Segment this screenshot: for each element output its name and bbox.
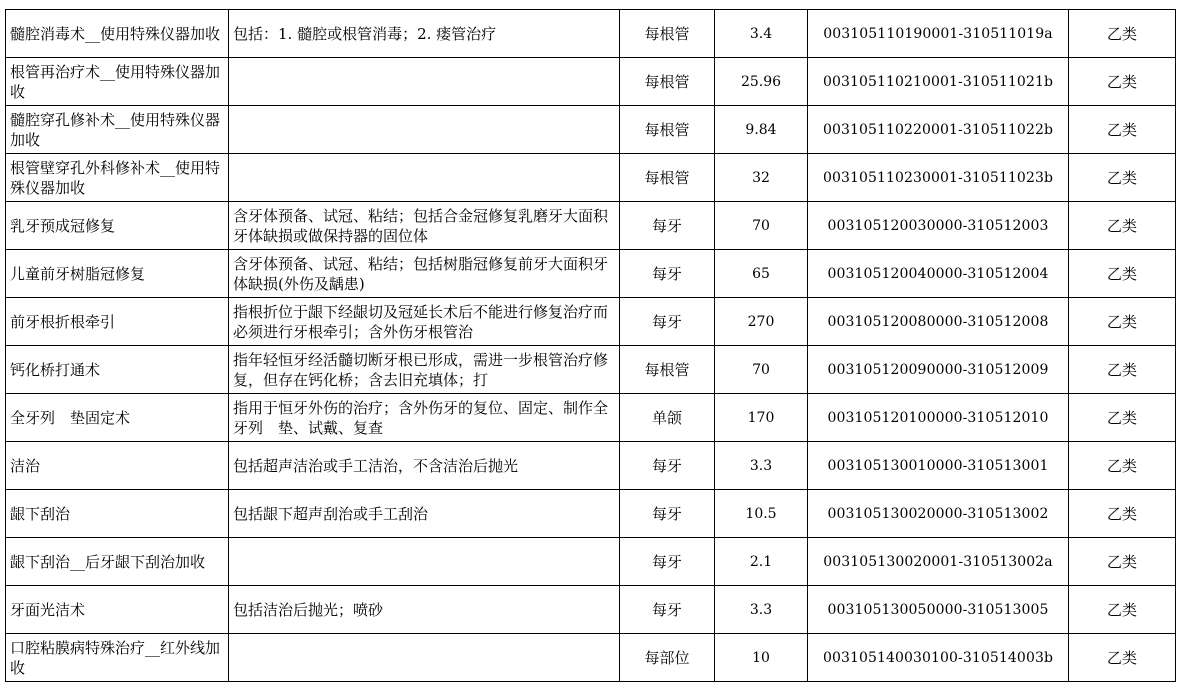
price-cell: 70 (715, 202, 808, 250)
item-code-cell: 003105110230001-310511023b (808, 154, 1069, 202)
fee-table-body (6, 10, 1176, 682)
insurance-category-cell: 乙类 (1069, 250, 1176, 298)
table-row (6, 250, 1176, 298)
pricing-unit-cell: 每根管 (620, 10, 715, 58)
insurance-category-cell: 乙类 (1069, 634, 1176, 682)
pricing-unit-cell: 每牙 (620, 442, 715, 490)
item-description-cell: 包括超声洁治或手工洁治，不含洁治后抛光 (229, 442, 620, 490)
table-row (6, 10, 1176, 58)
table-row (6, 442, 1176, 490)
item-description-cell (229, 154, 620, 202)
item-code-cell: 003105120100000-310512010 (808, 394, 1069, 442)
price-cell: 25.96 (715, 58, 808, 106)
price-cell: 3.3 (715, 442, 808, 490)
insurance-category-cell: 乙类 (1069, 58, 1176, 106)
insurance-category-cell: 乙类 (1069, 538, 1176, 586)
table-row (6, 154, 1176, 202)
pricing-unit-cell: 每根管 (620, 346, 715, 394)
item-code-cell: 003105120040000-310512004 (808, 250, 1069, 298)
price-cell: 3.4 (715, 10, 808, 58)
table-row (6, 58, 1176, 106)
insurance-category-cell: 乙类 (1069, 10, 1176, 58)
item-name-cell: 髓腔消毒术__使用特殊仪器加收 (6, 10, 229, 58)
item-name-cell: 根管壁穿孔外科修补术__使用特殊仪器加收 (6, 154, 229, 202)
item-description-cell: 指根折位于龈下经龈切及冠延长术后不能进行修复治疗而必须进行牙根牵引；含外伤牙根管治 (229, 298, 620, 346)
item-description-cell: 指用于恒牙外伤的治疗；含外伤牙的复位、固定、制作全牙列 垫、试戴、复查 (229, 394, 620, 442)
item-description-cell: 含牙体预备、试冠、粘结；包括合金冠修复乳磨牙大面积牙体缺损或做保持器的固位体 (229, 202, 620, 250)
item-name-cell: 儿童前牙树脂冠修复 (6, 250, 229, 298)
insurance-category-cell: 乙类 (1069, 106, 1176, 154)
insurance-category-cell: 乙类 (1069, 154, 1176, 202)
table-row (6, 634, 1176, 682)
item-name-cell: 根管再治疗术__使用特殊仪器加收 (6, 58, 229, 106)
item-description-cell: 指年轻恒牙经活髓切断牙根已形成，需进一步根管治疗修复，但存在钙化桥；含去旧充填体；打 (229, 346, 620, 394)
insurance-category-cell: 乙类 (1069, 442, 1176, 490)
item-code-cell: 003105110220001-310511022b (808, 106, 1069, 154)
pricing-unit-cell: 单颌 (620, 394, 715, 442)
item-description-cell: 包括龈下超声刮治或手工刮治 (229, 490, 620, 538)
item-code-cell: 003105130020000-310513002 (808, 490, 1069, 538)
item-name-cell: 龈下刮治 (6, 490, 229, 538)
item-code-cell: 003105110190001-310511019a (808, 10, 1069, 58)
item-description-cell (229, 538, 620, 586)
pricing-unit-cell: 每牙 (620, 298, 715, 346)
pricing-unit-cell: 每牙 (620, 586, 715, 634)
pricing-unit-cell: 每牙 (620, 250, 715, 298)
pricing-unit-cell: 每根管 (620, 106, 715, 154)
price-cell: 270 (715, 298, 808, 346)
insurance-category-cell: 乙类 (1069, 346, 1176, 394)
pricing-unit-cell: 每部位 (620, 634, 715, 682)
price-cell: 32 (715, 154, 808, 202)
item-name-cell: 钙化桥打通术 (6, 346, 229, 394)
item-code-cell: 003105140030100-310514003b (808, 634, 1069, 682)
insurance-category-cell: 乙类 (1069, 202, 1176, 250)
pricing-unit-cell: 每牙 (620, 490, 715, 538)
price-cell: 70 (715, 346, 808, 394)
item-name-cell: 前牙根折根牵引 (6, 298, 229, 346)
item-code-cell: 003105130010000-310513001 (808, 442, 1069, 490)
item-code-cell: 003105130020001-310513002a (808, 538, 1069, 586)
pricing-unit-cell: 每牙 (620, 202, 715, 250)
insurance-category-cell: 乙类 (1069, 586, 1176, 634)
price-cell: 9.84 (715, 106, 808, 154)
item-name-cell: 乳牙预成冠修复 (6, 202, 229, 250)
item-name-cell: 牙面光洁术 (6, 586, 229, 634)
insurance-category-cell: 乙类 (1069, 394, 1176, 442)
item-name-cell: 龈下刮治__后牙龈下刮治加收 (6, 538, 229, 586)
price-cell: 65 (715, 250, 808, 298)
item-description-cell: 包括洁治后抛光；喷砂 (229, 586, 620, 634)
item-code-cell: 003105110210001-310511021b (808, 58, 1069, 106)
item-name-cell: 洁治 (6, 442, 229, 490)
price-cell: 2.1 (715, 538, 808, 586)
pricing-unit-cell: 每牙 (620, 538, 715, 586)
table-row (6, 394, 1176, 442)
item-name-cell: 髓腔穿孔修补术__使用特殊仪器加收 (6, 106, 229, 154)
item-description-cell: 包括：1. 髓腔或根管消毒；2. 瘘管治疗 (229, 10, 620, 58)
item-code-cell: 003105120090000-310512009 (808, 346, 1069, 394)
price-cell: 10.5 (715, 490, 808, 538)
table-row (6, 586, 1176, 634)
table-row (6, 346, 1176, 394)
fee-schedule-table (5, 9, 1176, 682)
price-cell: 170 (715, 394, 808, 442)
item-name-cell: 口腔粘膜病特殊治疗__红外线加收 (6, 634, 229, 682)
table-row (6, 538, 1176, 586)
item-description-cell: 含牙体预备、试冠、粘结；包括树脂冠修复前牙大面积牙体缺损(外伤及龋患) (229, 250, 620, 298)
item-name-cell: 全牙列 垫固定术 (6, 394, 229, 442)
table-row (6, 202, 1176, 250)
item-code-cell: 003105120030000-310512003 (808, 202, 1069, 250)
price-cell: 10 (715, 634, 808, 682)
insurance-category-cell: 乙类 (1069, 298, 1176, 346)
table-row (6, 106, 1176, 154)
pricing-unit-cell: 每根管 (620, 58, 715, 106)
table-row (6, 298, 1176, 346)
item-code-cell: 003105120080000-310512008 (808, 298, 1069, 346)
table-row (6, 490, 1176, 538)
item-description-cell (229, 106, 620, 154)
item-description-cell (229, 58, 620, 106)
item-code-cell: 003105130050000-310513005 (808, 586, 1069, 634)
item-description-cell (229, 634, 620, 682)
insurance-category-cell: 乙类 (1069, 490, 1176, 538)
price-cell: 3.3 (715, 586, 808, 634)
pricing-unit-cell: 每根管 (620, 154, 715, 202)
